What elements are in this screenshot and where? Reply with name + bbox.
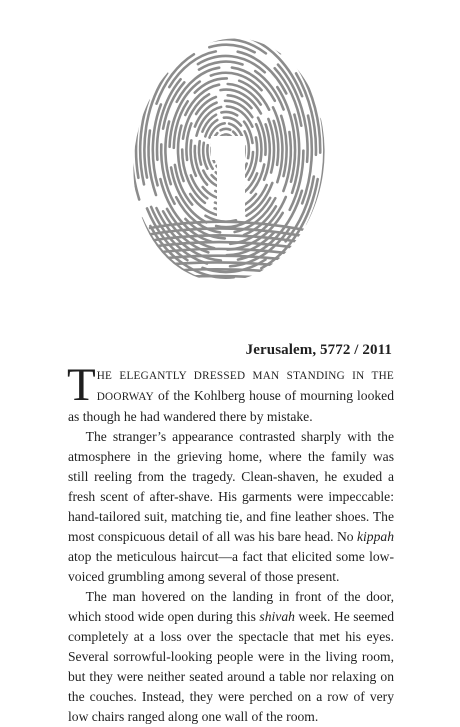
fingerprint-ridge bbox=[233, 280, 309, 310]
fingerprint-ridge bbox=[94, 129, 138, 282]
fingerprint-ridge bbox=[126, 257, 203, 310]
fingerprint-ridge bbox=[251, 165, 264, 193]
fingerprint-ridge bbox=[155, 0, 235, 35]
fingerprint-ridge bbox=[109, 0, 168, 82]
paragraph-2-text-a: The stranger’s appearance contrasted sharply with the atmosphere in the grieving home, where the family was still reeling from the tragedy. Clean-shaven, he exuded a fresh scent of after-shave. His garments were impeccable: hand-tailored suit, matching tie, and fine leather shoes. The most conspicuous detail of all was his bare head. No bbox=[68, 429, 394, 544]
fingerprint-ridge bbox=[173, 0, 253, 12]
fingerprint-ridge bbox=[98, 126, 113, 231]
fingerprint-ridge bbox=[160, 304, 292, 310]
fingerprint-ridge bbox=[198, 304, 299, 310]
fingerprint-ridge bbox=[123, 74, 140, 152]
fingerprint-ridge bbox=[153, 0, 251, 16]
fingerprint-ridge bbox=[119, 88, 134, 225]
fingerprint-ridge bbox=[111, 148, 138, 251]
drop-cap: T bbox=[67, 359, 96, 411]
paragraph-2-text-b: atop the meticulous haircut—a fact that elicited some low-voiced grumbling among several of those present. bbox=[68, 549, 394, 584]
fingerprint-ridge bbox=[335, 143, 354, 241]
fingerprint-ridge bbox=[102, 39, 133, 168]
chapter-number-text: 1 bbox=[231, 190, 232, 191]
fingerprint-ridge bbox=[240, 0, 348, 82]
fingerprint-ridge bbox=[288, 0, 356, 98]
fingerprint-ridge bbox=[145, 6, 246, 56]
fingerprint-ridge bbox=[141, 283, 319, 290]
paragraph-1 bbox=[67, 359, 394, 427]
body-text bbox=[67, 359, 394, 727]
opening-small-caps: HE ELEGANTLY DRESSED MAN STANDING IN THE DOORWAY bbox=[96, 370, 394, 403]
fingerprint-ridge bbox=[221, 112, 237, 115]
fingerprint-ridge bbox=[276, 0, 340, 83]
fingerprint-ridge bbox=[158, 282, 270, 310]
location-heading: Jerusalem, 5772 / 2011 bbox=[245, 342, 392, 358]
fingerprint-ridge bbox=[105, 0, 208, 78]
paragraph-3-text-a: The man hovered on the landing in front of the door, which stood wide open during this bbox=[68, 589, 394, 624]
paragraph-3-text-b: week. He seemed completely at a loss over the spectacle that met his eyes. Several sorrowful-looking people were in the living room, but they were neither seated around a table nor relaxing on the couches. Instead, they were perched on a row of very low chairs ranged along one wall of the room. bbox=[68, 609, 394, 724]
chapter-emblem bbox=[0, 0, 460, 310]
paragraph-3 bbox=[68, 587, 394, 727]
paragraph-1-text: of the Kohlberg house of mourning looked as though he had wandered there by mistake. bbox=[68, 388, 394, 424]
fingerprint-ridge bbox=[142, 276, 318, 283]
paragraph-2 bbox=[68, 427, 394, 587]
fingerprint-ridge bbox=[161, 11, 223, 43]
fingerprint-ridge bbox=[319, 141, 362, 284]
fingerprint-ridge bbox=[107, 94, 134, 253]
chapter-number bbox=[211, 136, 245, 219]
fingerprint-ridge bbox=[158, 276, 229, 306]
fingerprint-ridge bbox=[164, 22, 251, 53]
fingerprint-ridge bbox=[199, 141, 201, 164]
fingerprint-ridge bbox=[158, 17, 236, 54]
fingerprint-ridge bbox=[90, 32, 122, 159]
fingerprint-ridge bbox=[320, 113, 358, 275]
fingerprint-ridge bbox=[190, 280, 250, 289]
fingerprint-ridge bbox=[302, 11, 350, 107]
fingerprint-ridge bbox=[273, 8, 326, 72]
fingerprint-ridge bbox=[191, 175, 207, 198]
fingerprint-ridge bbox=[321, 131, 350, 256]
shivah-term: shivah bbox=[259, 609, 295, 624]
fingerprint-ridge bbox=[198, 284, 300, 310]
kippah-term: kippah bbox=[357, 529, 394, 544]
fingerprint-ridge bbox=[331, 111, 342, 215]
fingerprint-ridge bbox=[113, 33, 150, 120]
fingerprint-ridge bbox=[221, 129, 231, 131]
